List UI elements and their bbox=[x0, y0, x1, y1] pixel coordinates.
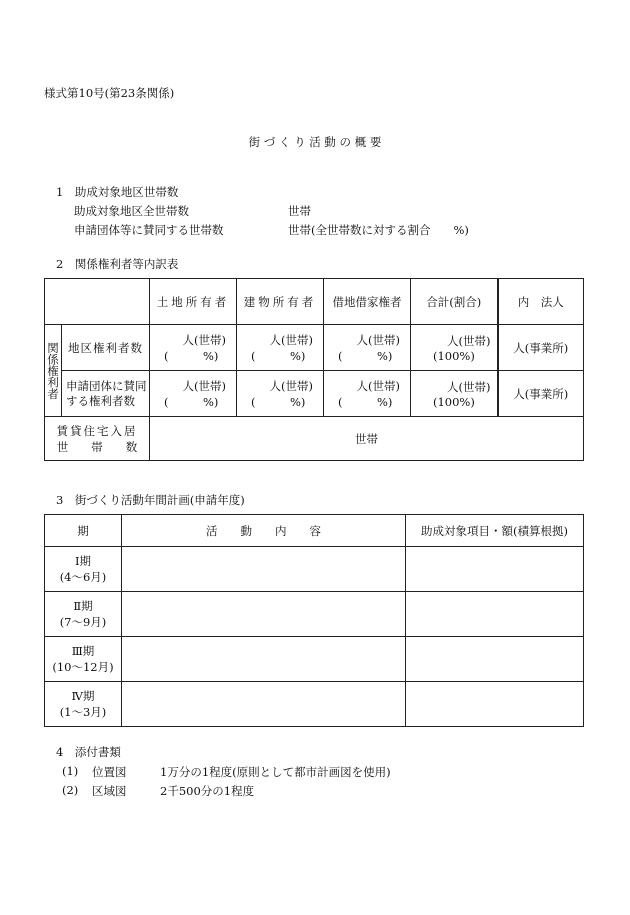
activity-cell bbox=[122, 592, 406, 637]
section3-heading: 3 街づくり活動年間計画(申請年度) bbox=[56, 493, 245, 507]
attachment-desc: 2千500分の1程度 bbox=[160, 784, 255, 798]
table-row bbox=[45, 637, 584, 682]
table-header-row bbox=[45, 515, 584, 547]
corp-cell: 人(事業所) bbox=[498, 325, 584, 371]
header-building-owner: 建物所有者 bbox=[237, 279, 324, 325]
rental-households-cell: 世帯 bbox=[150, 417, 584, 461]
attachment-num: (1) bbox=[62, 764, 79, 778]
side-label-cell bbox=[45, 325, 62, 417]
header-period: 期 bbox=[45, 515, 122, 547]
activity-cell bbox=[122, 637, 406, 682]
total-households-label: 助成対象地区全世帯数 bbox=[74, 204, 189, 218]
data-cell: 人(世帯) ( %) bbox=[324, 325, 411, 371]
side-label: 関係権利者 bbox=[46, 341, 60, 400]
section4-heading: 4 添付書類 bbox=[56, 745, 121, 759]
document-title: 街 づ く り 活 動 の 概 要 bbox=[248, 135, 382, 149]
attachment-num: (2) bbox=[62, 783, 79, 797]
subsidy-cell bbox=[406, 547, 584, 592]
row-label-rental: 賃貸住宅入居 世 帯 数 bbox=[45, 417, 150, 461]
total-households-unit: 世帯 bbox=[288, 204, 311, 218]
table-row bbox=[45, 371, 584, 417]
activity-cell bbox=[122, 547, 406, 592]
table-row bbox=[45, 325, 584, 371]
section2-heading: 2 関係権利者等内訳表 bbox=[56, 257, 179, 271]
table-row bbox=[45, 417, 584, 461]
header-blank-cell bbox=[45, 279, 150, 325]
row-label-supporting: 申請団体に賛同 する権利者数 bbox=[62, 371, 150, 417]
period-cell: Ⅲ期 (10～12月) bbox=[45, 637, 122, 682]
corp-cell: 人(事業所) bbox=[498, 371, 584, 417]
subsidy-cell bbox=[406, 682, 584, 727]
attachment-name: 区域図 bbox=[92, 784, 127, 798]
data-cell: 人(世帯) ( %) bbox=[237, 371, 324, 417]
form-number: 様式第10号(第23条関係) bbox=[44, 86, 175, 100]
rights-holders-table bbox=[44, 278, 584, 461]
activity-plan-table bbox=[44, 514, 584, 727]
period-cell: Ⅱ期 (7～9月) bbox=[45, 592, 122, 637]
table-header-row bbox=[45, 279, 584, 325]
header-total: 合計(割合) bbox=[411, 279, 498, 325]
table-row bbox=[45, 547, 584, 592]
attachment-name: 位置図 bbox=[92, 765, 127, 779]
activity-cell bbox=[122, 682, 406, 727]
period-cell: Ⅰ期 (4～6月) bbox=[45, 547, 122, 592]
data-cell: 人(世帯) ( %) bbox=[237, 325, 324, 371]
data-cell: 人(世帯) (100%) bbox=[411, 371, 498, 417]
header-land-owner: 土地所有者 bbox=[150, 279, 237, 325]
section1-heading: 1 助成対象地区世帯数 bbox=[56, 185, 179, 199]
header-tenant: 借地借家権者 bbox=[324, 279, 411, 325]
data-cell: 人(世帯) ( %) bbox=[324, 371, 411, 417]
table-row bbox=[45, 682, 584, 727]
supporting-households-unit: 世帯(全世帯数に対する割合 %) bbox=[288, 223, 469, 237]
attachment-desc: 1万分の1程度(原則として都市計画図を使用) bbox=[160, 765, 391, 779]
row-label-district: 地区権利者数 bbox=[62, 325, 150, 371]
subsidy-cell bbox=[406, 637, 584, 682]
header-subsidy: 助成対象項目・額(積算根拠) bbox=[406, 515, 584, 547]
header-corporation: 内 法人 bbox=[498, 279, 584, 325]
period-cell: Ⅳ期 (1～3月) bbox=[45, 682, 122, 727]
subsidy-cell bbox=[406, 592, 584, 637]
supporting-households-label: 申請団体等に賛同する世帯数 bbox=[74, 223, 224, 237]
data-cell: 人(世帯) ( %) bbox=[150, 371, 237, 417]
data-cell: 人(世帯) (100%) bbox=[411, 325, 498, 371]
data-cell: 人(世帯) ( %) bbox=[150, 325, 237, 371]
header-activity: 活 動 内 容 bbox=[122, 515, 406, 547]
table-row bbox=[45, 592, 584, 637]
